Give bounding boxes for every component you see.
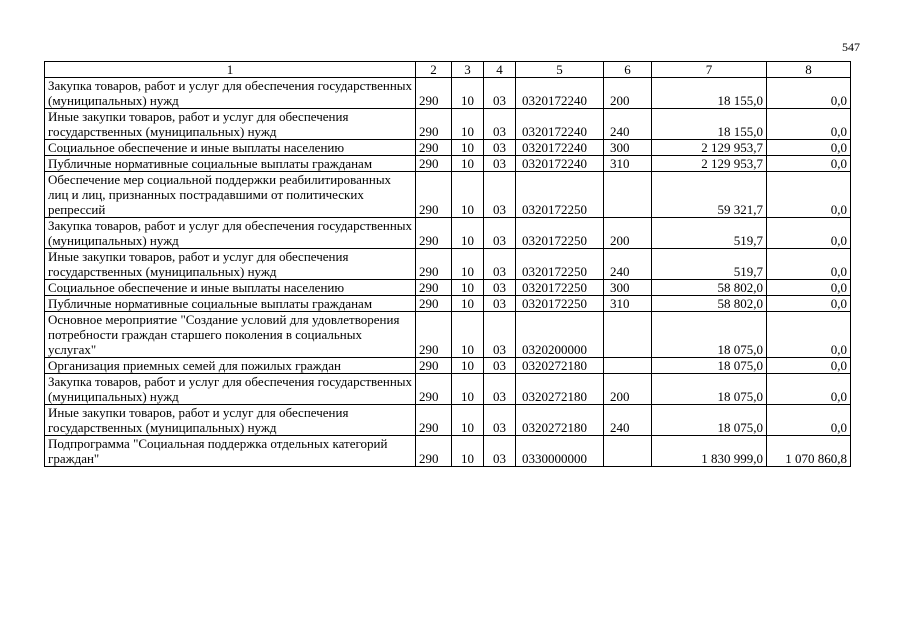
table-header-row — [45, 62, 851, 78]
target-article-cell: 0320172250 — [516, 249, 604, 280]
subsection-code-cell: 03 — [484, 156, 516, 172]
table-row — [45, 140, 851, 156]
expense-type-cell — [604, 436, 652, 467]
subsection-code-cell: 03 — [484, 109, 516, 140]
row-name-cell: Закупка товаров, работ и услуг для обеспечения государственных (муниципальных) нужд — [45, 218, 416, 249]
amount-cell: 1 070 860,8 — [767, 436, 851, 467]
table-row — [45, 296, 851, 312]
section-code-cell: 10 — [452, 374, 484, 405]
section-code-cell: 10 — [452, 405, 484, 436]
amount-cell: 0,0 — [767, 296, 851, 312]
table-row — [45, 218, 851, 249]
target-article-cell: 0320272180 — [516, 405, 604, 436]
budget-table — [44, 61, 851, 467]
subsection-code-cell: 03 — [484, 296, 516, 312]
target-article-cell: 0320272180 — [516, 374, 604, 405]
table-row — [45, 358, 851, 374]
amount-cell: 0,0 — [767, 78, 851, 109]
grbs-code-cell: 290 — [416, 405, 452, 436]
subsection-code-cell: 03 — [484, 172, 516, 218]
grbs-code-cell: 290 — [416, 218, 452, 249]
section-code-cell: 10 — [452, 312, 484, 358]
grbs-code-cell: 290 — [416, 436, 452, 467]
target-article-cell: 0320172240 — [516, 156, 604, 172]
amount-cell: 2 129 953,7 — [652, 140, 767, 156]
row-name-cell: Обеспечение мер социальной поддержки реабилитированных лиц и лиц, признанных пострадавшими от политических репрессий — [45, 172, 416, 218]
subsection-code-cell: 03 — [484, 218, 516, 249]
expense-type-cell: 300 — [604, 280, 652, 296]
amount-cell: 0,0 — [767, 156, 851, 172]
expense-type-cell: 300 — [604, 140, 652, 156]
grbs-code-cell: 290 — [416, 312, 452, 358]
amount-cell: 18 155,0 — [652, 109, 767, 140]
column-header: 6 — [604, 62, 652, 78]
column-header: 5 — [516, 62, 604, 78]
target-article-cell: 0320172240 — [516, 109, 604, 140]
target-article-cell: 0320172240 — [516, 78, 604, 109]
row-name-cell: Организация приемных семей для пожилых граждан — [45, 358, 416, 374]
grbs-code-cell: 290 — [416, 249, 452, 280]
section-code-cell: 10 — [452, 218, 484, 249]
subsection-code-cell: 03 — [484, 436, 516, 467]
column-header: 3 — [452, 62, 484, 78]
table-row — [45, 78, 851, 109]
section-code-cell: 10 — [452, 280, 484, 296]
column-header: 7 — [652, 62, 767, 78]
target-article-cell: 0320172250 — [516, 296, 604, 312]
grbs-code-cell: 290 — [416, 78, 452, 109]
row-name-cell: Публичные нормативные социальные выплаты гражданам — [45, 156, 416, 172]
amount-cell: 18 075,0 — [652, 405, 767, 436]
row-name-cell: Публичные нормативные социальные выплаты гражданам — [45, 296, 416, 312]
table-row — [45, 280, 851, 296]
amount-cell: 58 802,0 — [652, 296, 767, 312]
amount-cell: 0,0 — [767, 312, 851, 358]
amount-cell: 0,0 — [767, 374, 851, 405]
amount-cell: 0,0 — [767, 280, 851, 296]
subsection-code-cell: 03 — [484, 78, 516, 109]
row-name-cell: Социальное обеспечение и иные выплаты населению — [45, 280, 416, 296]
row-name-cell: Закупка товаров, работ и услуг для обеспечения государственных (муниципальных) нужд — [45, 78, 416, 109]
row-name-cell: Закупка товаров, работ и услуг для обеспечения государственных (муниципальных) нужд — [45, 374, 416, 405]
target-article-cell: 0320172240 — [516, 140, 604, 156]
row-name-cell: Подпрограмма "Социальная поддержка отдельных категорий граждан" — [45, 436, 416, 467]
row-name-cell: Основное мероприятие "Создание условий для удовлетворения потребности граждан старшего поколения в социальных услугах" — [45, 312, 416, 358]
amount-cell: 0,0 — [767, 218, 851, 249]
amount-cell: 0,0 — [767, 358, 851, 374]
grbs-code-cell: 290 — [416, 280, 452, 296]
section-code-cell: 10 — [452, 156, 484, 172]
amount-cell: 0,0 — [767, 140, 851, 156]
amount-cell: 2 129 953,7 — [652, 156, 767, 172]
grbs-code-cell: 290 — [416, 156, 452, 172]
target-article-cell: 0320172250 — [516, 280, 604, 296]
amount-cell: 18 075,0 — [652, 312, 767, 358]
subsection-code-cell: 03 — [484, 280, 516, 296]
section-code-cell: 10 — [452, 140, 484, 156]
expense-type-cell: 240 — [604, 405, 652, 436]
grbs-code-cell: 290 — [416, 374, 452, 405]
table-row — [45, 109, 851, 140]
section-code-cell: 10 — [452, 358, 484, 374]
amount-cell: 0,0 — [767, 109, 851, 140]
amount-cell: 0,0 — [767, 172, 851, 218]
row-name-cell: Иные закупки товаров, работ и услуг для обеспечения государственных (муниципальных) нужд — [45, 405, 416, 436]
target-article-cell: 0320272180 — [516, 358, 604, 374]
row-name-cell: Иные закупки товаров, работ и услуг для обеспечения государственных (муниципальных) нужд — [45, 249, 416, 280]
section-code-cell: 10 — [452, 78, 484, 109]
table-row — [45, 156, 851, 172]
amount-cell: 18 075,0 — [652, 374, 767, 405]
row-name-cell: Иные закупки товаров, работ и услуг для обеспечения государственных (муниципальных) нужд — [45, 109, 416, 140]
column-header: 2 — [416, 62, 452, 78]
column-header: 8 — [767, 62, 851, 78]
expense-type-cell — [604, 172, 652, 218]
expense-type-cell: 200 — [604, 78, 652, 109]
target-article-cell: 0330000000 — [516, 436, 604, 467]
section-code-cell: 10 — [452, 296, 484, 312]
table-row — [45, 405, 851, 436]
amount-cell: 519,7 — [652, 249, 767, 280]
page-number: 547 — [842, 40, 860, 54]
expense-type-cell: 240 — [604, 109, 652, 140]
subsection-code-cell: 03 — [484, 374, 516, 405]
amount-cell: 0,0 — [767, 249, 851, 280]
expense-type-cell: 240 — [604, 249, 652, 280]
section-code-cell: 10 — [452, 249, 484, 280]
table-row — [45, 249, 851, 280]
column-header: 1 — [45, 62, 416, 78]
amount-cell: 519,7 — [652, 218, 767, 249]
grbs-code-cell: 290 — [416, 358, 452, 374]
section-code-cell: 10 — [452, 109, 484, 140]
grbs-code-cell: 290 — [416, 296, 452, 312]
target-article-cell: 0320200000 — [516, 312, 604, 358]
expense-type-cell — [604, 358, 652, 374]
expense-type-cell — [604, 312, 652, 358]
grbs-code-cell: 290 — [416, 109, 452, 140]
subsection-code-cell: 03 — [484, 405, 516, 436]
amount-cell: 18 155,0 — [652, 78, 767, 109]
table-row — [45, 172, 851, 218]
amount-cell: 59 321,7 — [652, 172, 767, 218]
table-row — [45, 436, 851, 467]
grbs-code-cell: 290 — [416, 140, 452, 156]
amount-cell: 18 075,0 — [652, 358, 767, 374]
section-code-cell: 10 — [452, 172, 484, 218]
row-name-cell: Социальное обеспечение и иные выплаты населению — [45, 140, 416, 156]
section-code-cell: 10 — [452, 436, 484, 467]
column-header: 4 — [484, 62, 516, 78]
amount-cell: 0,0 — [767, 405, 851, 436]
expense-type-cell: 200 — [604, 218, 652, 249]
target-article-cell: 0320172250 — [516, 218, 604, 249]
table-row — [45, 374, 851, 405]
expense-type-cell: 310 — [604, 156, 652, 172]
subsection-code-cell: 03 — [484, 358, 516, 374]
table-row — [45, 312, 851, 358]
amount-cell: 1 830 999,0 — [652, 436, 767, 467]
grbs-code-cell: 290 — [416, 172, 452, 218]
subsection-code-cell: 03 — [484, 249, 516, 280]
amount-cell: 58 802,0 — [652, 280, 767, 296]
subsection-code-cell: 03 — [484, 312, 516, 358]
expense-type-cell: 310 — [604, 296, 652, 312]
target-article-cell: 0320172250 — [516, 172, 604, 218]
expense-type-cell: 200 — [604, 374, 652, 405]
subsection-code-cell: 03 — [484, 140, 516, 156]
